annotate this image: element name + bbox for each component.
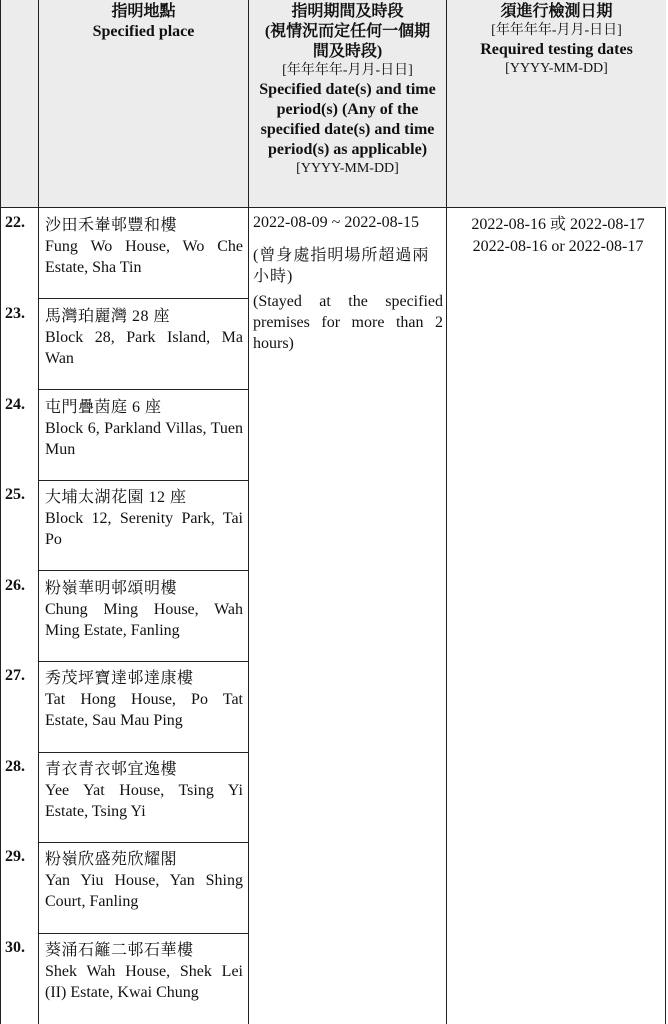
row-number: 26. bbox=[5, 577, 25, 594]
row-divider bbox=[38, 389, 248, 390]
place-name-en: Yan Yiu House, Yan Shing Court, Fanling bbox=[45, 872, 243, 910]
header-period-zh: 指明期間及時段 bbox=[291, 3, 404, 20]
row-number: 27. bbox=[5, 667, 25, 684]
row-divider bbox=[38, 661, 248, 662]
testing-dates-zh: 2022-08-16 或 2022-08-17 bbox=[471, 216, 645, 233]
row-number: 25. bbox=[5, 486, 25, 503]
period-note-zh: (曾身處指明場所超過兩小時) bbox=[253, 247, 430, 285]
place-name-zh: 屯門疊茵庭 6 座 bbox=[45, 399, 162, 416]
place-cell bbox=[45, 487, 243, 550]
header-number-cell bbox=[1, 0, 38, 208]
header-period-cell bbox=[249, 0, 446, 208]
place-cell bbox=[45, 940, 243, 1003]
row-number: 29. bbox=[5, 848, 25, 865]
testing-dates-cell bbox=[449, 214, 667, 258]
row-number: 30. bbox=[5, 939, 25, 956]
period-cell bbox=[253, 212, 443, 354]
place-cell bbox=[45, 578, 243, 641]
row-divider bbox=[38, 480, 248, 481]
header-place-en: Specified place bbox=[92, 23, 195, 40]
row-divider bbox=[38, 298, 248, 299]
header-testing-format-zh: [年年年年-月月-日日] bbox=[491, 23, 622, 38]
row-number: 23. bbox=[5, 305, 25, 322]
place-name-en: Block 28, Park Island, Ma Wan bbox=[45, 329, 243, 367]
place-name-en: Block 6, Parkland Villas, Tuen Mun bbox=[45, 420, 243, 458]
row-divider bbox=[38, 933, 248, 934]
place-cell bbox=[45, 215, 243, 278]
place-name-zh: 葵涌石籬二邨石華樓 bbox=[45, 942, 194, 959]
row-divider bbox=[38, 752, 248, 753]
header-testing-cell bbox=[447, 0, 666, 208]
place-name-zh: 粉嶺欣盛苑欣耀閣 bbox=[45, 851, 178, 868]
place-name-en: Chung Ming House, Wah Ming Estate, Fanling bbox=[45, 601, 243, 639]
place-cell bbox=[45, 306, 243, 369]
place-name-zh: 沙田禾輋邨豐和樓 bbox=[45, 217, 178, 234]
place-name-en: Yee Yat House, Tsing Yi Estate, Tsing Yi bbox=[45, 782, 243, 820]
place-name-en: Block 12, Serenity Park, Tai Po bbox=[45, 510, 243, 548]
row-number: 24. bbox=[5, 396, 25, 413]
row-divider bbox=[38, 842, 248, 843]
row-number: 22. bbox=[5, 214, 25, 231]
place-cell bbox=[45, 397, 243, 460]
header-place-cell bbox=[39, 0, 248, 208]
header-period-zh-note: (視情況而定任何一個期間及時段) bbox=[264, 23, 431, 60]
header-place-zh: 指明地點 bbox=[111, 3, 176, 20]
place-name-zh: 大埔太湖花園 12 座 bbox=[45, 489, 187, 506]
header-period-format-en: [YYYY-MM-DD] bbox=[296, 161, 399, 176]
place-name-en: Fung Wo House, Wo Che Estate, Sha Tin bbox=[45, 238, 243, 276]
header-period-en: Specified date(s) and time period(s) (Any of the specified date(s) and time period(s) as applicable) bbox=[259, 81, 436, 158]
place-name-en: Shek Wah House, Shek Lei (II) Estate, Kwai Chung bbox=[45, 963, 243, 1001]
testing-dates-en: 2022-08-16 or 2022-08-17 bbox=[472, 238, 644, 255]
header-testing-en: Required testing dates bbox=[480, 41, 633, 58]
period-dates: 2022-08-09 ~ 2022-08-15 bbox=[253, 214, 419, 231]
place-cell bbox=[45, 668, 243, 731]
place-name-zh: 馬灣珀麗灣 28 座 bbox=[45, 308, 171, 325]
row-number: 28. bbox=[5, 758, 25, 775]
place-cell bbox=[45, 849, 243, 912]
place-name-zh: 秀茂坪寶達邨達康樓 bbox=[45, 670, 194, 687]
row-divider bbox=[38, 570, 248, 571]
header-testing-zh: 須進行檢測日期 bbox=[500, 3, 613, 20]
header-testing-format-en: [YYYY-MM-DD] bbox=[505, 61, 608, 76]
place-name-zh: 粉嶺華明邨頌明樓 bbox=[45, 580, 178, 597]
place-cell bbox=[45, 759, 243, 822]
place-name-en: Tat Hong House, Po Tat Estate, Sau Mau Ping bbox=[45, 691, 243, 729]
place-name-zh: 青衣青衣邨宜逸樓 bbox=[45, 761, 178, 778]
header-period-format-zh: [年年年年-月月-日日] bbox=[282, 63, 413, 78]
period-note-en: (Stayed at the specified premises for more than 2 hours) bbox=[253, 293, 443, 352]
